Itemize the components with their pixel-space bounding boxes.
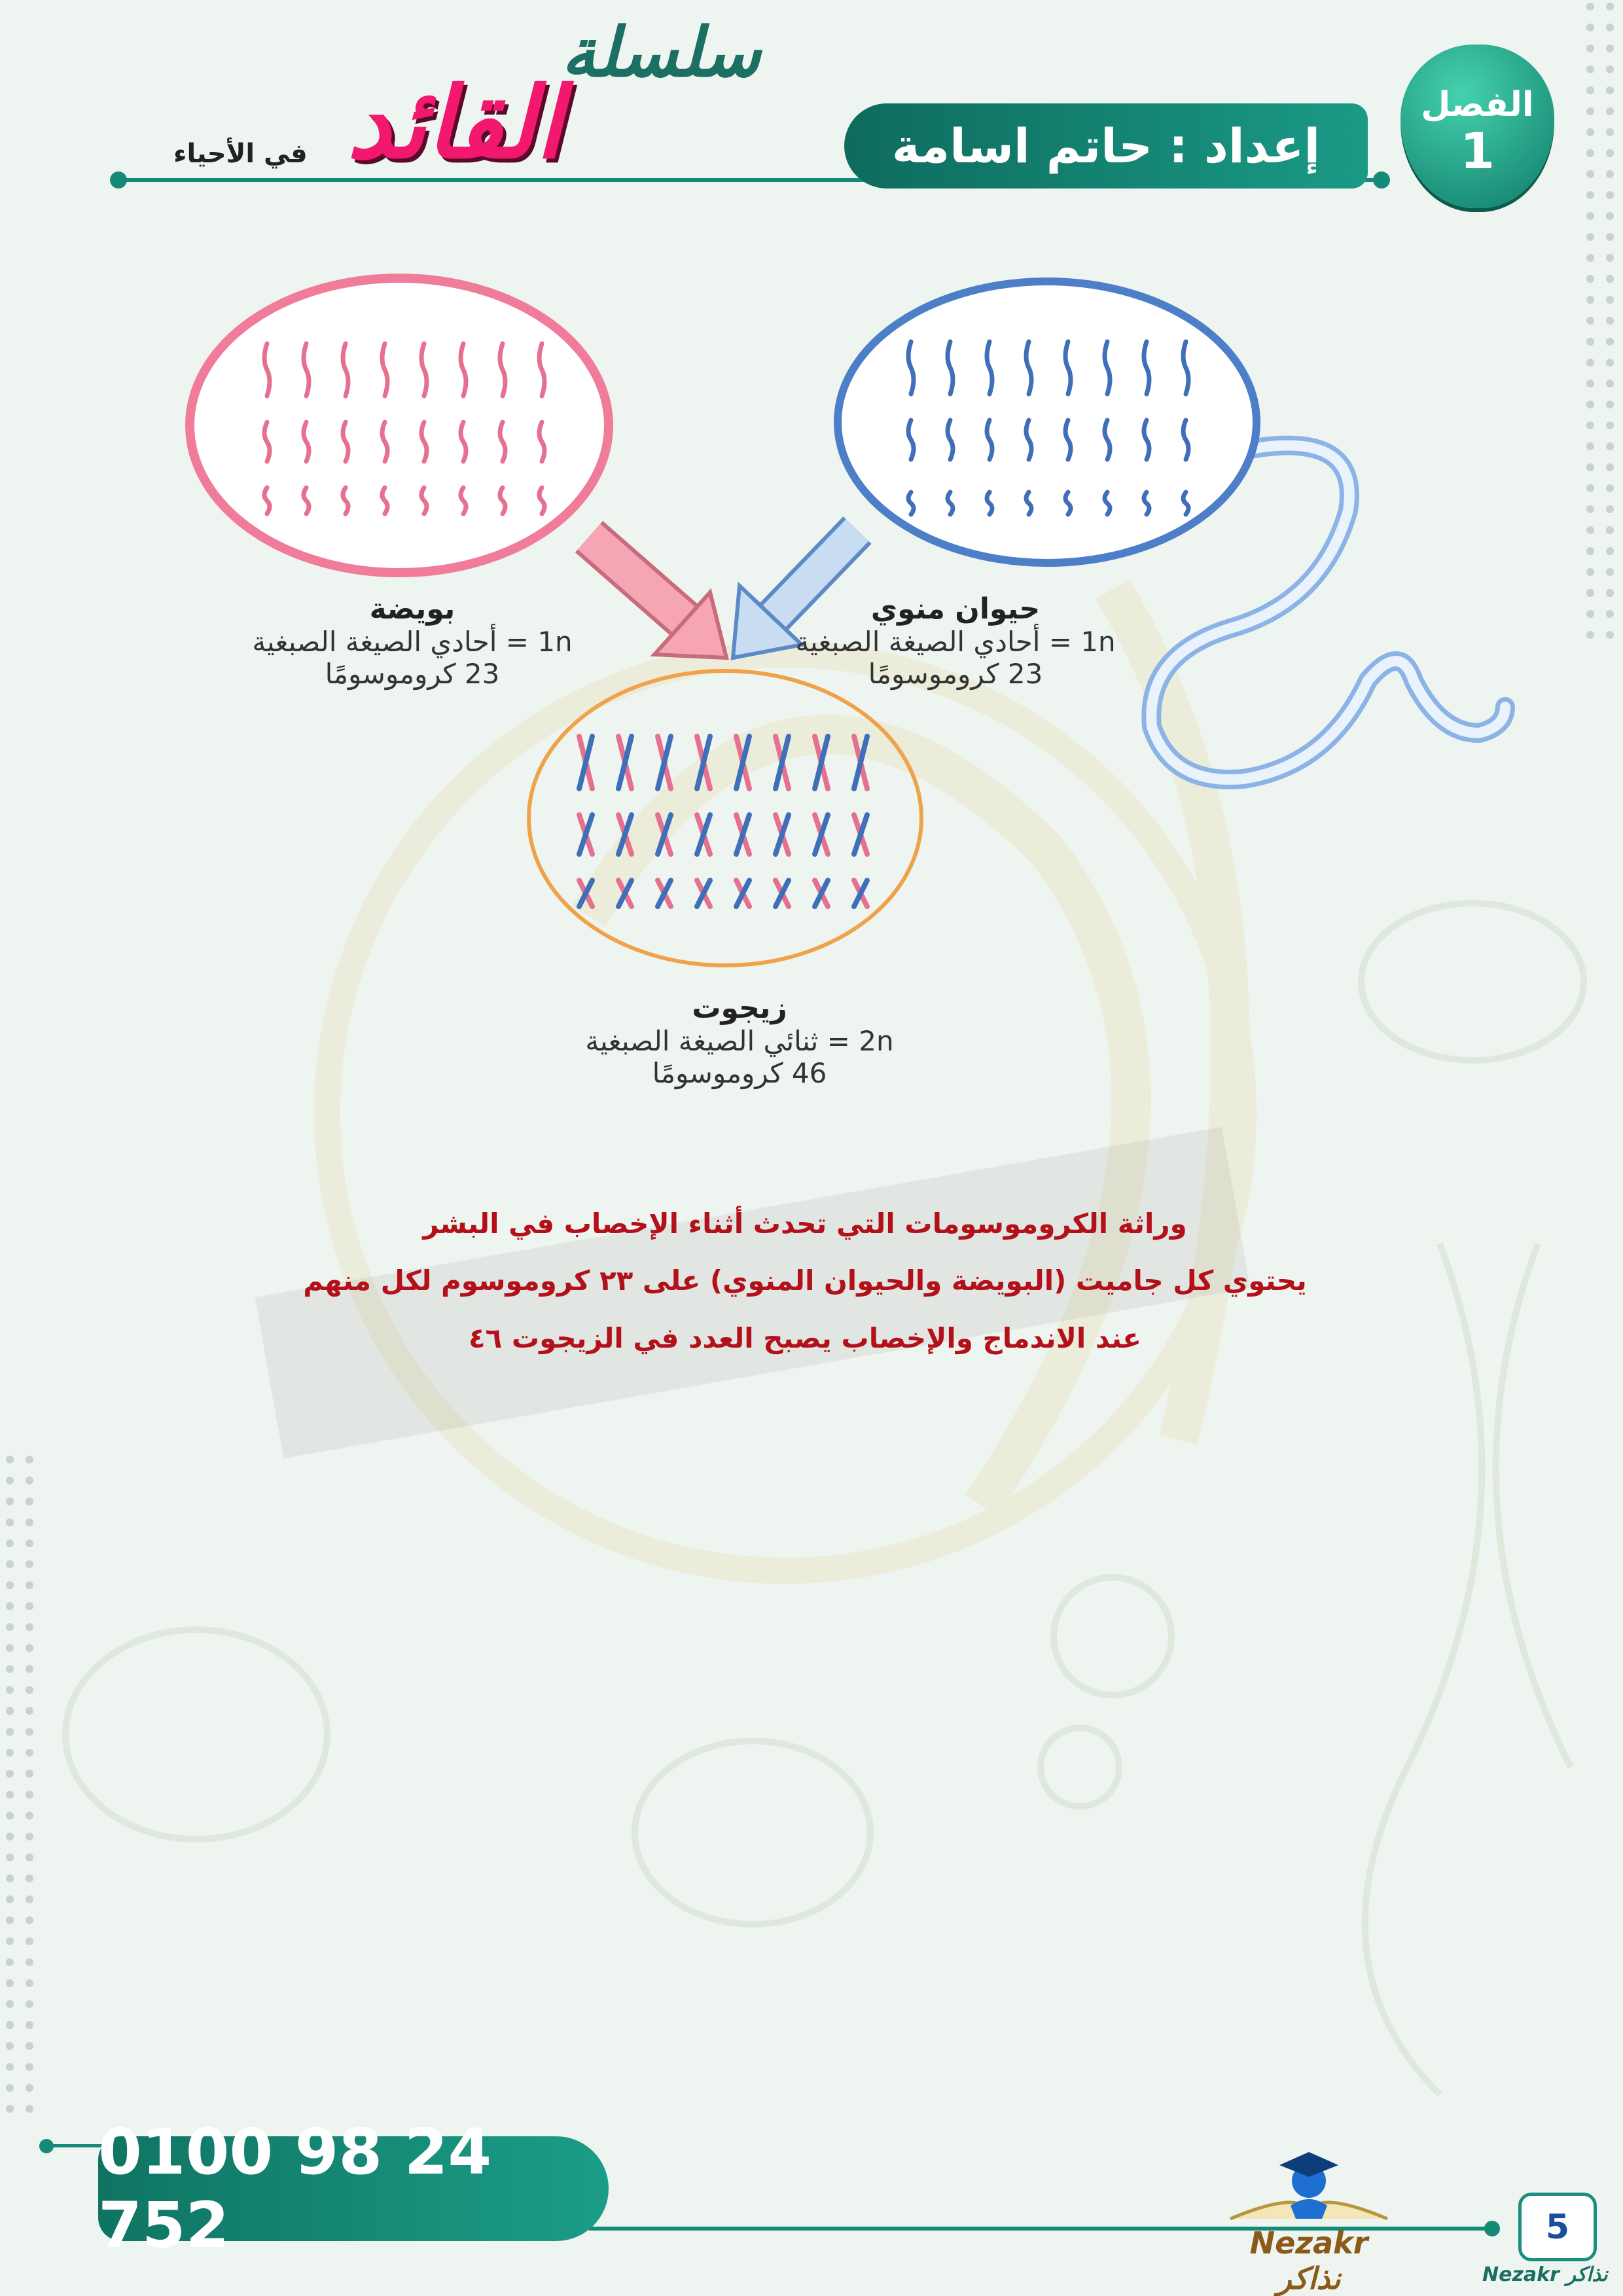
border-dot	[6, 2084, 14, 2092]
footer-rule-dot-right	[1484, 2221, 1500, 2236]
border-dot	[6, 1686, 14, 1694]
egg-title: بويضة	[369, 592, 455, 626]
egg-caption	[229, 592, 596, 690]
border-dot	[26, 2063, 33, 2071]
border-dot	[26, 1749, 33, 1757]
border-dot	[6, 1518, 14, 1526]
zygote-ploidy: 2n = ثنائي الصيغة الصبغية	[585, 1025, 894, 1057]
border-dot	[26, 1979, 33, 1987]
border-dot	[26, 1581, 33, 1589]
border-dot	[6, 1916, 14, 1924]
egg-ploidy: 1n = أحادي الصيغة الصبغية	[252, 626, 573, 658]
border-dot	[6, 2042, 14, 2050]
chapter-number: 1	[1460, 122, 1495, 180]
border-dot	[26, 2084, 33, 2092]
border-dot	[6, 1560, 14, 1568]
border-dot	[26, 1456, 33, 1463]
border-dot	[6, 1707, 14, 1715]
phone-number: 0100 98 24 752	[98, 2136, 609, 2241]
border-dot	[6, 2105, 14, 2113]
border-dot	[6, 1833, 14, 1840]
border-dot	[26, 1560, 33, 1568]
border-dot	[26, 1686, 33, 1694]
border-dot	[6, 1644, 14, 1652]
zygote-caption	[556, 992, 923, 1089]
border-dot	[26, 1728, 33, 1736]
border-dot	[26, 1644, 33, 1652]
zygote-count: 46 كروموسومًا	[652, 1057, 827, 1089]
series-logo-word: سلسلة	[561, 12, 761, 92]
border-dot	[26, 1518, 33, 1526]
border-dot	[26, 2000, 33, 2008]
border-dot	[26, 1539, 33, 1547]
border-dot	[6, 1874, 14, 1882]
egg-arrow	[589, 537, 726, 658]
footer-brand-corner: Nezakr نذاكر	[1482, 2263, 1608, 2286]
note-line-3: عند الاندماج والإخصاب يصبح العدد في الزيجوت ٤٦	[468, 1322, 1141, 1354]
border-dot	[26, 1812, 33, 1820]
border-dot	[26, 2042, 33, 2050]
border-dot	[26, 1623, 33, 1631]
border-dot	[6, 1539, 14, 1547]
border-dot	[6, 1602, 14, 1610]
page-number: 5	[1518, 2193, 1597, 2261]
border-dot	[6, 1812, 14, 1820]
brand-logo-word: القائد	[347, 65, 563, 181]
sperm-ploidy: 1n = أحادي الصيغة الصبغية	[795, 626, 1116, 658]
sperm-title: حيوان منوي	[870, 592, 1041, 626]
border-dot	[6, 1854, 14, 1861]
border-dot	[26, 1958, 33, 1966]
border-dot	[6, 1623, 14, 1631]
subject-label: في الأحياء	[173, 139, 308, 169]
border-dot	[26, 1602, 33, 1610]
border-dot	[6, 1937, 14, 1945]
border-dot	[6, 1979, 14, 1987]
border-dot	[26, 1665, 33, 1673]
border-dot	[26, 1833, 33, 1840]
border-dot	[26, 1770, 33, 1778]
border-dot	[6, 1895, 14, 1903]
note-line-2: يحتوي كل جاميت (البويضة والحيوان المنوي) على ٢٣ كروموسوم لكل منهم	[303, 1265, 1307, 1297]
border-dot	[26, 1854, 33, 1861]
zygote-chromosomes	[579, 736, 867, 906]
border-dot	[26, 1895, 33, 1903]
border-dot	[6, 1749, 14, 1757]
note-line-1: وراثة الكروموسومات التي تحدث أثناء الإخصاب في البشر	[423, 1208, 1187, 1240]
sperm-count: 23 كروموسومًا	[868, 658, 1043, 690]
border-dot	[26, 1916, 33, 1924]
border-dot	[26, 1874, 33, 1882]
chapter-label: الفصل	[1421, 85, 1534, 124]
border-dot	[26, 1791, 33, 1799]
border-dot	[6, 1456, 14, 1463]
border-dot	[6, 2000, 14, 2008]
border-dot	[6, 1477, 14, 1484]
egg-count: 23 كروموسومًا	[325, 658, 500, 690]
border-dot	[6, 1728, 14, 1736]
border-dot	[26, 1707, 33, 1715]
border-dot	[6, 1581, 14, 1589]
egg-cell	[190, 278, 609, 573]
border-dot	[6, 1498, 14, 1505]
graduate-book-icon	[1217, 2147, 1400, 2232]
border-dot	[26, 1937, 33, 1945]
zygote-cell	[529, 671, 921, 965]
border-dot	[26, 2105, 33, 2113]
sperm-caption	[772, 592, 1139, 690]
author-banner: إعداد : حاتم اسامة	[844, 103, 1368, 188]
zygote-title: زيجوت	[692, 992, 787, 1025]
border-dot	[6, 1665, 14, 1673]
border-dot	[26, 2021, 33, 2029]
footer-brand: Nezakr نذاكر	[1249, 2225, 1368, 2296]
border-dot	[26, 1498, 33, 1505]
border-dot	[26, 1477, 33, 1484]
border-dot	[6, 1770, 14, 1778]
border-dot	[6, 2021, 14, 2029]
sperm-cell	[838, 281, 1257, 563]
border-dot	[6, 1958, 14, 1966]
border-dot	[6, 1791, 14, 1799]
border-dot	[6, 2063, 14, 2071]
